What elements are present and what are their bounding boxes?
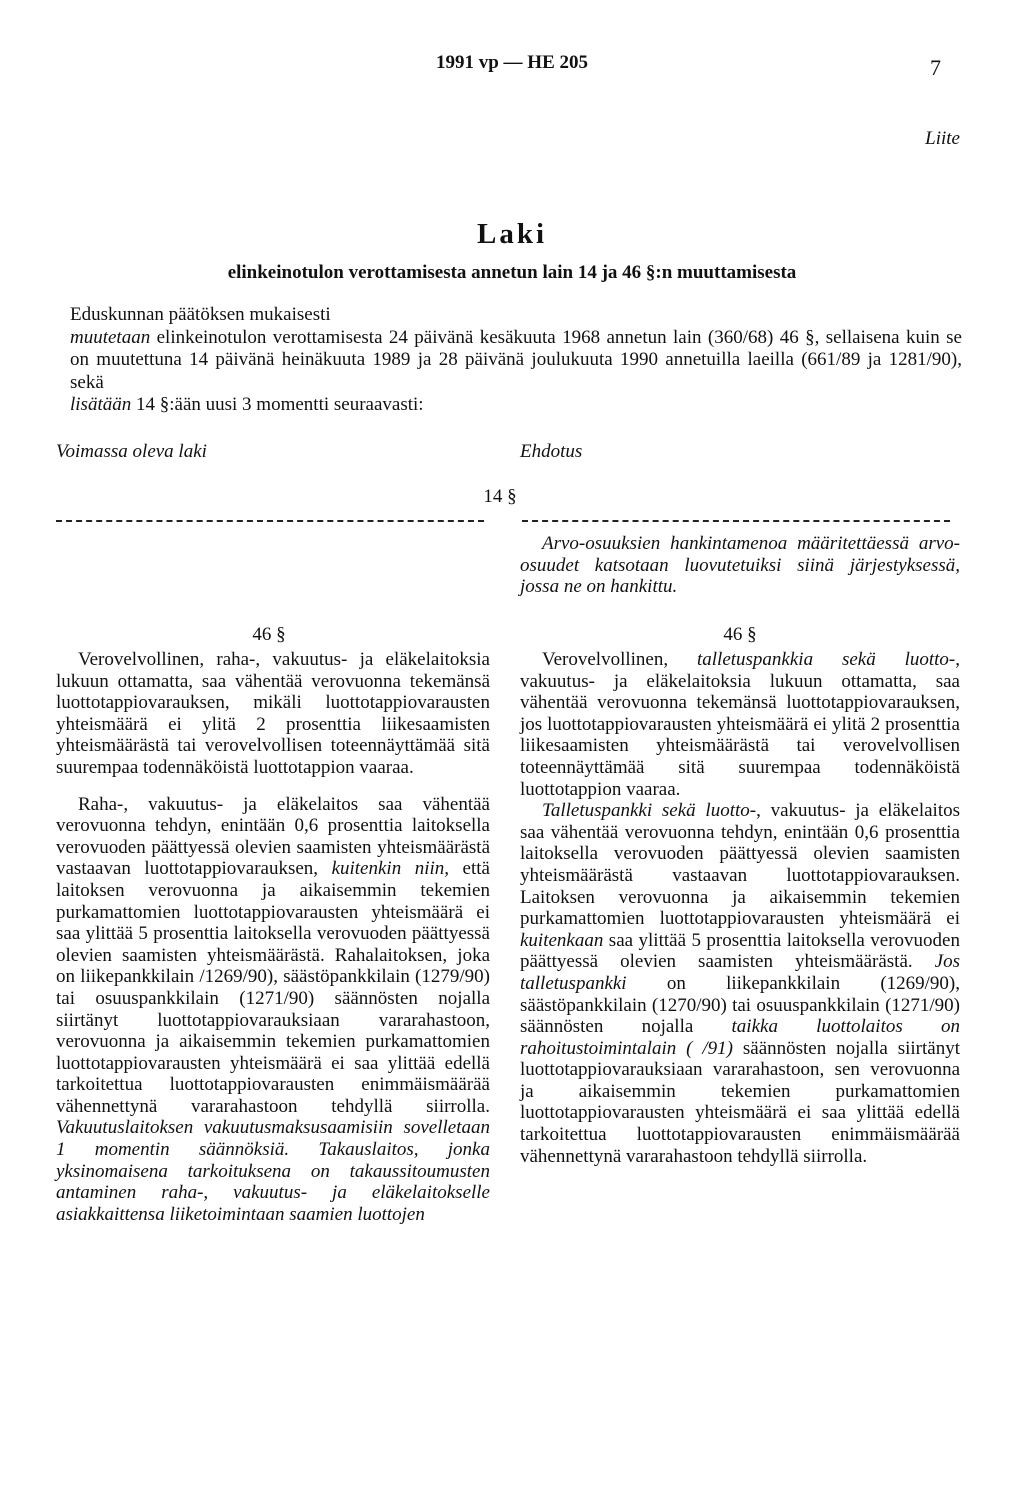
intro-line-3 — [70, 394, 962, 417]
appendix-label: Liite — [925, 128, 960, 149]
running-title: 1991 vp — HE 205 — [435, 52, 589, 73]
right-section-46-text — [520, 649, 960, 1167]
left-46-p2-d: Vakuutuslaitoksen vakuutusmaksusaamisiin sovelletaan 1 momentin säännöksiä. Takauslaitos, jonka yksinomaisena tarkoituksena on takaussitoumusten antaminen raha-, vakuutus- ja eläkelaitokselle asiakkaittensa liiketoimintaan saamien luottojen — [56, 1117, 490, 1225]
left-column-heading: Voimassa oleva laki — [56, 441, 207, 462]
right-46-p1-a: Verovelvollinen, — [542, 649, 697, 670]
right-46-paragraph-1 — [520, 649, 960, 800]
right-46-p2-h: säännösten nojalla siirtänyt luottotappiovarauksiaan vararahastoon, sen verovuonna ja aikaisemmin tekemien purkamattomien luottotappiovarausten yhteismäärä ei saa ylittää edellä tarkoitettua luottotappiovarausten enimmäismäärää vähennettynä vararahastoon tehdyllä siirrolla. — [520, 1037, 960, 1167]
left-46-p2-a: Raha-, vakuutus- ja eläkelaitos saa vähentää verovuonna tehdyn, enintään 0,6 prosenttia laitoksella verovuoden päättyessä olevien saamisten yhteismäärästä vastaavan luottotappiovarauksen, — [56, 793, 490, 880]
law-subtitle: elinkeinotulon verottamisesta annetun lain 14 ja 46 §:n muuttamisesta — [227, 262, 797, 283]
right-omission-divider — [522, 520, 950, 522]
right-46-p2-e: Jos talletuspankki — [520, 951, 960, 994]
intro-muutetaan: muutetaan — [70, 326, 151, 348]
intro-lisataan: lisätään — [70, 394, 132, 415]
intro-line-1: Eduskunnan päätöksen mukaisesti — [70, 304, 331, 325]
left-section-46-text — [56, 649, 490, 1225]
left-omission-divider — [56, 520, 484, 522]
right-column-heading: Ehdotus — [520, 441, 583, 462]
right-46-p1-c: , vakuutus- ja eläkelaitoksia lukuun ottamatta, saa vähentää verovuonna tekemänsä luottotappiovarauksen, jos luottotappiovarausten yhteismäärä ei ylitä 2 prosenttia liikesaamisten yhteismäärästä tai verovelvollisen toteennäyttämää sitä suurempaa todennäköistä luottotappion vaaraa. — [520, 649, 960, 800]
right-section-46-label: 46 § — [723, 624, 757, 645]
law-title: Laki — [476, 218, 548, 250]
page-number: 7 — [930, 55, 941, 80]
right-46-p2-f: on liikepankkilain (1269/90), säästöpankkilain (1270/90) tai osuuspankkilain (1271/90) säännösten nojalla — [520, 972, 960, 1038]
right-46-p2-a: Talletuspankki sekä luotto- — [542, 800, 757, 822]
intro-line-2 — [70, 327, 962, 395]
section-14-label: 14 § — [483, 486, 517, 507]
right-46-paragraph-2 — [520, 800, 960, 1167]
left-46-paragraph-1: Verovelvollinen, raha-, vakuutus- ja eläkelaitoksia lukuun ottamatta, saa vähentää verovuonna tekemänsä luottotappiovarauksen, mikäli luottotappiovarausten yhteismäärä ei ylitä 2 prosenttia liikesaamisten yhteismäärästä tai verovelvollisen toteennäyttämää sitä suurempaa todennäköistä luottotappion vaaraa. — [56, 649, 490, 778]
left-46-p2-b: kuitenkin niin, — [331, 858, 450, 880]
right-46-p1-b: talletuspankkia sekä luotto- — [696, 649, 956, 670]
left-section-46-label: 46 § — [252, 624, 286, 645]
intro-block — [70, 304, 962, 417]
intro-line-2-rest: elinkeinotulon verottamisesta 24 päivänä kesäkuuta 1968 annetun lain (360/68) 46 §, sellaisena kuin se on muutettuna 14 päivänä heinäkuuta 1989 ja 28 päivänä joulukuuta 1990 annetuilla laeilla (661/89 ja 1281/90), sekä — [70, 326, 962, 393]
section-14-new-text — [520, 533, 960, 598]
left-46-p2-c: että laitoksen verovuonna ja aikaisemmin tekemien purkamattomien luottotappiovarausten yhteismäärä ei saa ylittää 5 prosenttia laitoksella verovuoden päättyessä olevien saamisten yhteismäärästä. Rahalaitoksen, joka on liikepankkilain /1269/90), säästöpankkilain (1279/90) tai osuuspankkilain (1271/90) säännösten nojalla siirtänyt luottotappiovarauksiaan vararahastoon, verovuonna ja aikaisemmin tekemien purkamattomien luottotappiovarausten yhteismäärä ei saa ylittää edellä tarkoitettua luottotappiovarausten enimmäismäärää vähennettynä vararahastoon tehdyllä siirrolla. — [56, 858, 490, 1117]
right-46-p2-g: taikka luottolaitos on rahoitustoimintalain ( /91) — [520, 1016, 960, 1059]
right-46-p2-d: saa ylittää 5 prosenttia laitoksella verovuoden päättyessä olevien saamisten yhteismäärästä. — [520, 929, 960, 973]
right-46-p2-c: kuitenkaan — [520, 929, 604, 951]
intro-line-3-rest: 14 §:ään uusi 3 momentti seuraavasti: — [131, 394, 424, 415]
right-46-p2-b: , vakuutus- ja eläkelaitos saa vähentää verovuonna tehdyn, enintään 0,6 prosenttia laitoksella verovuoden päättyessä olevien saamisten yhteismäärästä vastaavan luottotappiovarauksen. Laitoksen verovuonna ja aikaisemmin tekemien purkamattomien luottotappiovarausten yhteismäärä ei — [520, 800, 960, 930]
left-46-paragraph-2 — [56, 794, 490, 1226]
section-14-paragraph: Arvo-osuuksien hankintamenoa määritettäessä arvo-osuudet katsotaan luovutetuiksi siinä järjestyksessä, jossa ne on hankittu. — [520, 533, 960, 598]
